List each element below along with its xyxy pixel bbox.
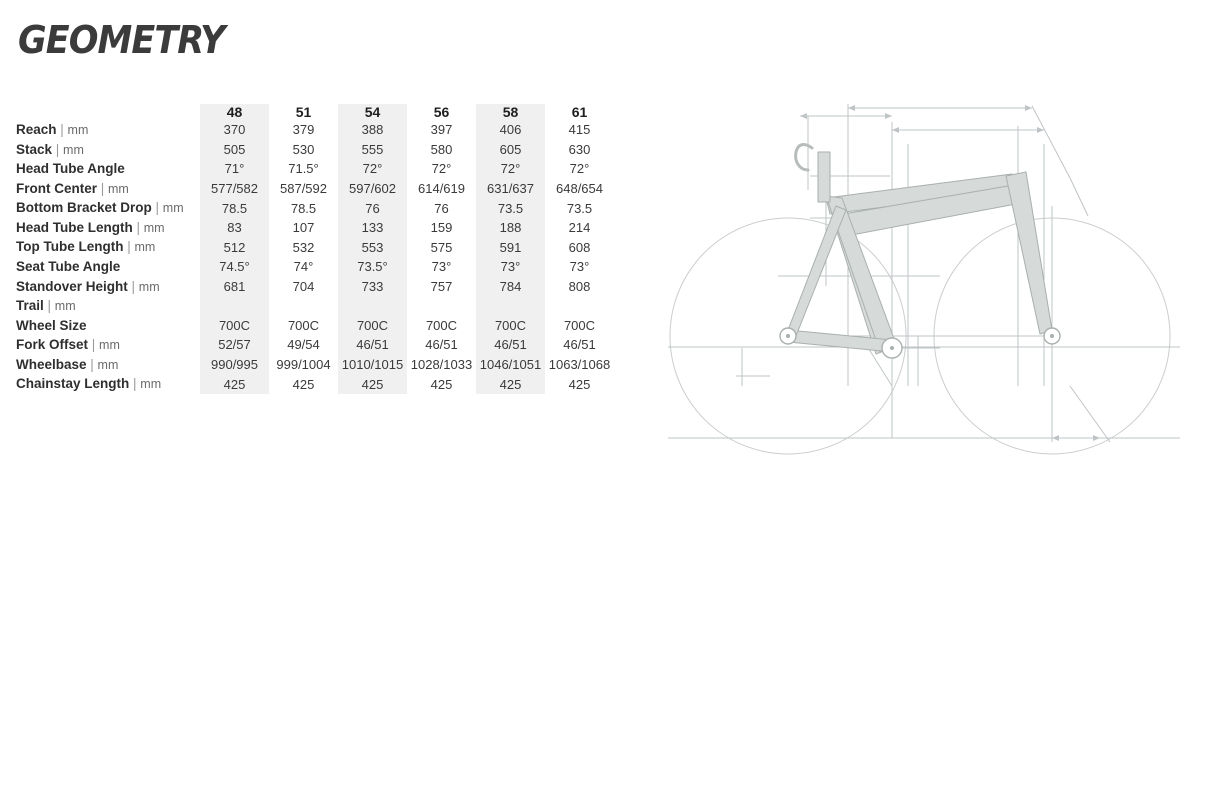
table-cell xyxy=(338,296,407,316)
table-cell: 597/602 xyxy=(338,179,407,199)
table-cell: 71.5° xyxy=(288,161,319,177)
table-row xyxy=(16,159,614,179)
table-cell: 425 xyxy=(476,374,545,394)
row-label-separator: | xyxy=(151,200,163,216)
table-cell: 1063/1068 xyxy=(548,357,611,373)
page-title: GEOMETRY xyxy=(18,18,225,62)
table-cell: 733 xyxy=(338,277,407,297)
table-cell: 784 xyxy=(476,277,545,297)
table-cell: 76 xyxy=(338,198,407,218)
table-row xyxy=(16,140,614,160)
table-cell: 74° xyxy=(293,259,314,275)
row-label-separator: | xyxy=(123,239,135,255)
table-cell: 76 xyxy=(434,200,449,216)
row-label-separator: | xyxy=(129,376,141,392)
row-label-unit: mm xyxy=(140,377,162,392)
row-label xyxy=(16,237,200,257)
table-cell: 73.5 xyxy=(566,200,593,216)
table-row xyxy=(16,198,614,218)
table-cell: 214 xyxy=(568,220,591,236)
table-cell: 72° xyxy=(476,159,545,179)
table-cell: 700C xyxy=(425,317,458,333)
row-label-separator: | xyxy=(56,122,68,137)
row-label-unit: mm xyxy=(138,279,160,294)
table-cell: 577/582 xyxy=(200,179,269,199)
row-label-text: Bottom Bracket Drop xyxy=(16,200,152,216)
table-header xyxy=(16,104,614,120)
size-header-48: 48 xyxy=(200,104,269,120)
row-label-text: Stack xyxy=(16,141,53,157)
row-label xyxy=(16,218,200,238)
handlebar xyxy=(796,145,812,170)
row-label-separator: | xyxy=(132,219,144,235)
row-label-text: Fork Offset xyxy=(16,337,89,353)
table-cell: 630 xyxy=(568,141,591,157)
table-cell: 808 xyxy=(568,278,591,294)
row-label-unit: mm xyxy=(67,123,89,137)
table-cell: 512 xyxy=(200,237,269,257)
table-cell: 73° xyxy=(476,257,545,277)
bicycle-geometry-diagram xyxy=(640,86,1200,466)
table-cell: 505 xyxy=(200,140,269,160)
row-label-separator: | xyxy=(127,278,139,294)
size-header-61: 61 xyxy=(571,104,588,120)
row-label xyxy=(16,120,200,140)
table-row xyxy=(16,218,614,238)
table-cell: 52/57 xyxy=(200,335,269,355)
table-cell: 83 xyxy=(200,218,269,238)
table-cell: 73° xyxy=(431,259,452,275)
table-cell: 425 xyxy=(338,374,407,394)
table-cell: 580 xyxy=(430,141,453,157)
table-cell: 587/592 xyxy=(280,180,327,196)
table-cell: 1046/1051 xyxy=(476,355,545,375)
row-label xyxy=(16,316,200,336)
table-cell: 406 xyxy=(476,120,545,140)
table-cell: 71° xyxy=(200,159,269,179)
table-cell: 46/51 xyxy=(425,337,458,353)
row-label-unit: mm xyxy=(63,142,84,157)
table-cell: 700C xyxy=(200,316,269,336)
row-label xyxy=(16,296,200,316)
row-label-separator: | xyxy=(97,180,109,196)
row-label-unit: mm xyxy=(97,357,119,372)
table-row xyxy=(16,296,614,316)
size-header-label xyxy=(16,104,200,120)
table-body xyxy=(16,120,614,394)
row-label xyxy=(16,355,200,375)
size-header-54: 54 xyxy=(338,104,407,120)
table-cell: 133 xyxy=(338,218,407,238)
table-row xyxy=(16,316,614,336)
table-cell: 700C xyxy=(287,317,320,333)
table-cell: 397 xyxy=(430,122,453,138)
table-cell: 72° xyxy=(431,161,452,177)
size-header-58: 58 xyxy=(476,104,545,120)
table-cell: 614/619 xyxy=(418,180,465,196)
table-cell: 425 xyxy=(568,376,591,392)
row-label-unit: mm xyxy=(134,240,156,255)
table-cell: 704 xyxy=(292,278,315,294)
table-cell: 700C xyxy=(563,317,596,333)
table-cell: 73.5 xyxy=(476,198,545,218)
dimension-arrows xyxy=(800,105,1100,441)
row-label-text: Head Tube Length xyxy=(16,219,133,235)
row-label-unit: mm xyxy=(99,338,120,353)
row-label-unit: mm xyxy=(143,220,165,235)
table-cell: 425 xyxy=(292,376,315,392)
table-row xyxy=(16,335,614,355)
row-label-text: Reach xyxy=(16,122,57,137)
row-label-separator: | xyxy=(43,298,55,314)
row-label-text: Head Tube Angle xyxy=(16,161,125,177)
table-row xyxy=(16,257,614,277)
table-cell: 46/51 xyxy=(476,335,545,355)
table-cell: 388 xyxy=(338,120,407,140)
table-cell: 999/1004 xyxy=(276,357,331,373)
table-cell: 553 xyxy=(338,237,407,257)
table-cell: 159 xyxy=(430,220,453,236)
table-cell xyxy=(476,296,545,316)
size-header-56: 56 xyxy=(433,104,450,120)
table-cell: 72° xyxy=(569,161,590,177)
table-row xyxy=(16,237,614,257)
table-cell: 107 xyxy=(292,220,315,236)
row-label xyxy=(16,198,200,218)
table-row xyxy=(16,355,614,375)
table-cell: 700C xyxy=(476,316,545,336)
row-label-text: Top Tube Length xyxy=(16,239,124,255)
row-label-text: Seat Tube Angle xyxy=(16,258,121,274)
table-cell: 46/51 xyxy=(563,337,596,353)
table-cell: 1028/1033 xyxy=(410,357,473,373)
table-cell: 370 xyxy=(200,120,269,140)
table-cell: 990/995 xyxy=(200,355,269,375)
row-label-text: Wheel Size xyxy=(16,317,87,333)
size-header-51: 51 xyxy=(295,104,312,120)
table-cell: 73.5° xyxy=(338,257,407,277)
row-label-separator: | xyxy=(88,337,100,353)
frame-silhouette xyxy=(788,152,1052,354)
row-label xyxy=(16,374,200,394)
table-cell: 72° xyxy=(338,159,407,179)
row-label xyxy=(16,257,200,277)
table-cell: 681 xyxy=(200,277,269,297)
table-cell: 1010/1015 xyxy=(338,355,407,375)
row-label-text: Chainstay Length xyxy=(16,376,130,392)
table-cell xyxy=(269,296,338,316)
table-row xyxy=(16,179,614,199)
table-cell xyxy=(545,296,614,316)
table-cell: 74.5° xyxy=(200,257,269,277)
row-label-unit: mm xyxy=(108,181,129,196)
row-label xyxy=(16,277,200,297)
table-row xyxy=(16,277,614,297)
table-cell xyxy=(407,296,476,316)
table-cell: 575 xyxy=(430,239,453,255)
table-header-row xyxy=(16,104,614,120)
table-cell: 631/637 xyxy=(476,179,545,199)
table-cell: 608 xyxy=(568,239,591,255)
table-cell xyxy=(200,296,269,316)
table-cell: 532 xyxy=(292,239,315,255)
table-cell: 700C xyxy=(338,316,407,336)
table-cell: 73° xyxy=(569,259,590,275)
table-row xyxy=(16,120,614,140)
row-label xyxy=(16,179,200,199)
table-cell: 648/654 xyxy=(556,180,603,196)
table-cell: 49/54 xyxy=(287,337,320,353)
table-row xyxy=(16,374,614,394)
table-cell: 591 xyxy=(476,237,545,257)
row-label-unit: mm xyxy=(54,299,76,314)
table-cell: 415 xyxy=(568,122,591,138)
row-label-separator: | xyxy=(52,141,64,157)
table-cell: 555 xyxy=(338,140,407,160)
table-cell: 78.5 xyxy=(200,198,269,218)
table-cell: 188 xyxy=(476,218,545,238)
table-cell: 425 xyxy=(430,376,453,392)
row-label-separator: | xyxy=(86,356,98,372)
table-cell: 46/51 xyxy=(338,335,407,355)
table-cell: 78.5 xyxy=(290,200,317,216)
table-cell: 379 xyxy=(292,122,315,138)
row-label-text: Front Center xyxy=(16,180,97,196)
row-label-text: Wheelbase xyxy=(16,356,87,372)
row-label xyxy=(16,159,200,179)
row-label-text: Standover Height xyxy=(16,278,128,294)
row-label-text: Trail xyxy=(16,298,44,314)
row-label xyxy=(16,335,200,355)
table-cell: 757 xyxy=(430,278,453,294)
geometry-table xyxy=(16,104,614,394)
table-cell: 530 xyxy=(292,141,315,157)
row-label xyxy=(16,140,200,160)
table-cell: 425 xyxy=(200,374,269,394)
table-cell: 605 xyxy=(476,140,545,160)
dimension-lines xyxy=(668,104,1180,442)
row-label-unit: mm xyxy=(162,201,184,216)
